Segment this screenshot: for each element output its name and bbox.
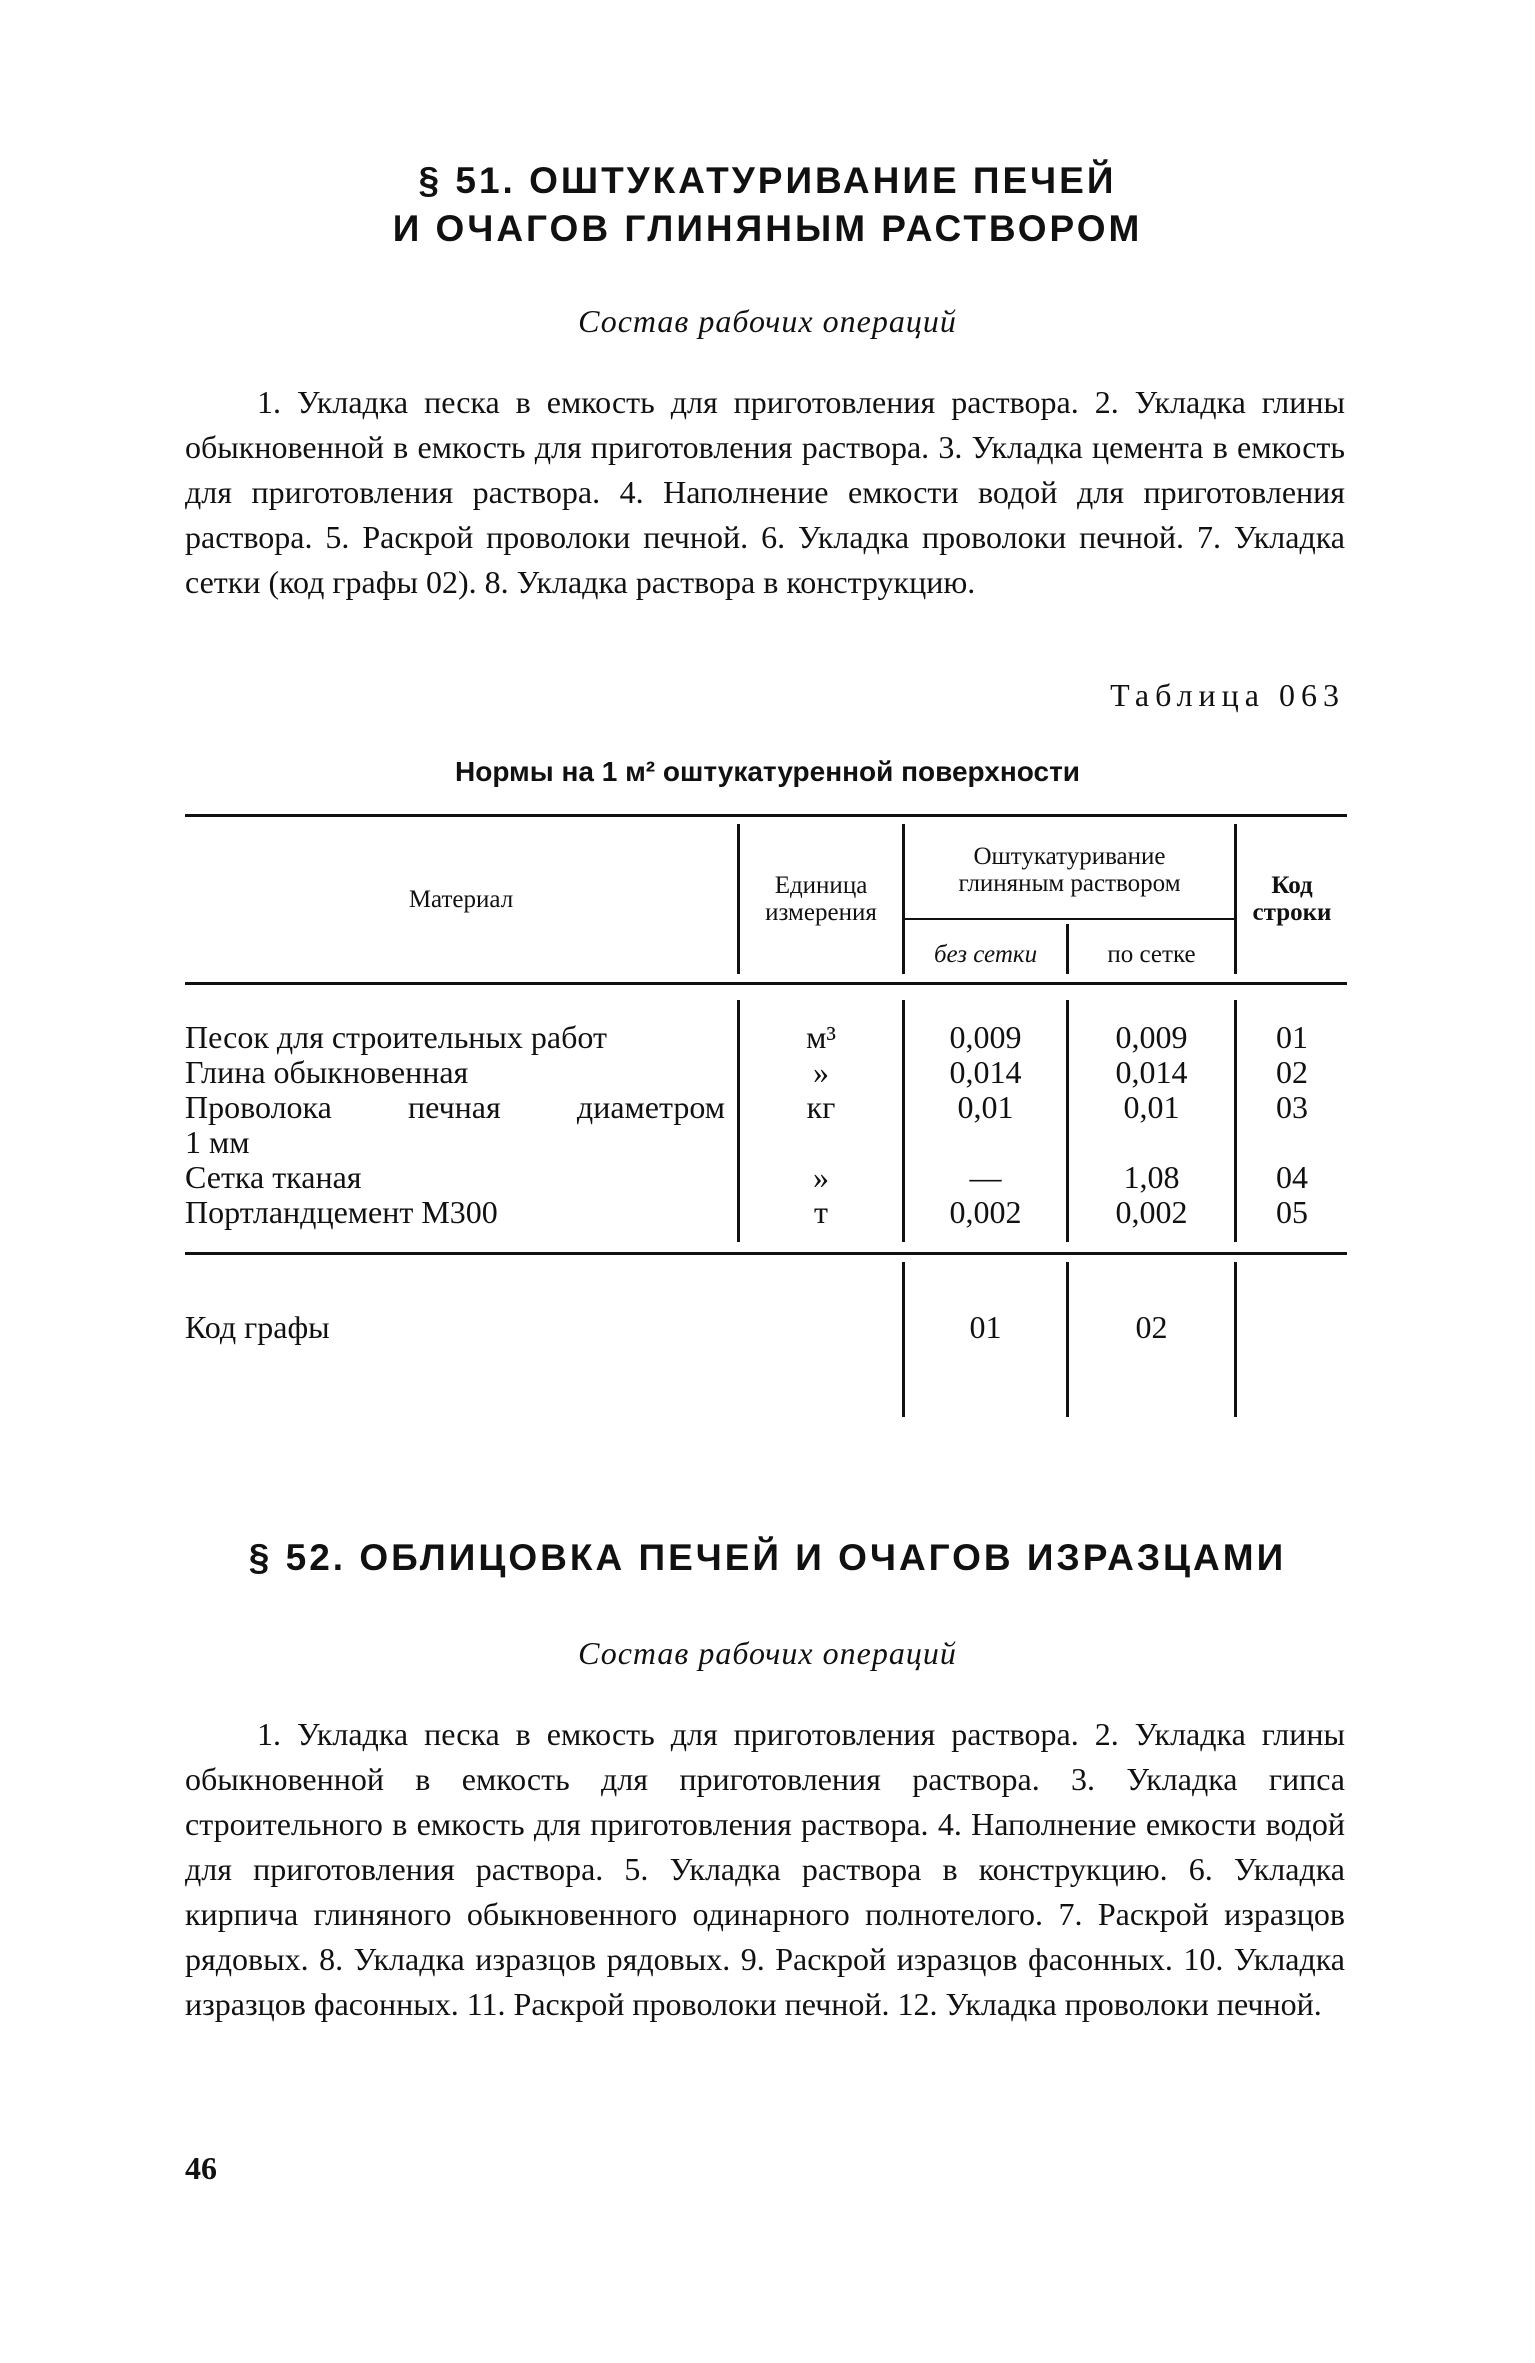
header-plaster-group [905, 843, 1234, 897]
row-2-mesh: 0,014 [1115, 1054, 1188, 1090]
row-5-material: Портландцемент М300 [185, 1194, 498, 1230]
section-51-text [185, 380, 1345, 605]
section-51-title [0, 157, 1535, 253]
header-with-mesh: по сетке [1107, 941, 1196, 968]
header-no-mesh: без сетки [933, 941, 1038, 968]
header-unit-line1: Единица [774, 872, 868, 899]
header-row-code [1237, 872, 1347, 926]
table-top-rule [185, 814, 1347, 817]
footer-label: Код графы [185, 1309, 330, 1345]
row-5-no-mesh: 0,002 [949, 1194, 1022, 1230]
footer-col-02: 02 [1135, 1309, 1168, 1345]
row-4-no-mesh: — [969, 1159, 1002, 1195]
row-5-mesh: 0,002 [1115, 1194, 1188, 1230]
header-unit [740, 872, 902, 926]
header-group-line2: глиняным раствором [958, 870, 1181, 897]
row-4-material: Сетка тканая [185, 1159, 362, 1195]
section-51-title-line2: И ОЧАГОВ ГЛИНЯНЫМ РАСТВОРОМ [392, 208, 1143, 249]
row-4-unit: » [813, 1159, 829, 1195]
row-4-mesh: 1,08 [1123, 1159, 1180, 1195]
row-2-no-mesh: 0,014 [949, 1054, 1022, 1090]
section-52-subtitle: Состав рабочих операций [578, 1635, 957, 1671]
row-5-code: 05 [1276, 1194, 1308, 1230]
section-52-paragraph: 1. Укладка песка в емкость для приготовления раствора. 2. Укладка глины обыкновенной в емкость для приготовления раствора. 3. Укладка гипса строительного в емкость для приготовления раствора. 4. Наполнение емкости водой для приготовления раствора. 5. Укладка раствора в конструкцию. 6. Укладка кирпича глиняного обыкновенного одинарного полнотелого. 7. Раскрой изразцов рядовых. 8. Укладка изразцов рядовых. 9. Раскрой изразцов фасонных. 10. Укладка изразцов фасонных. 11. Раскрой проволоки печной. 12. Укладка проволоки печной. [185, 1716, 1345, 2022]
row-3-no-mesh: 0,01 [957, 1089, 1014, 1125]
row-2-unit: » [813, 1054, 829, 1090]
table-vrule [1234, 1262, 1237, 1417]
header-code-line1: Код [1271, 872, 1313, 899]
table-header-rule [185, 982, 1347, 985]
table-label: Таблица 063 [1110, 677, 1345, 713]
row-3-material: Проволока печная диаметром [185, 1089, 725, 1125]
row-2-code: 02 [1276, 1054, 1308, 1090]
row-4-code: 04 [1276, 1159, 1308, 1195]
row-3-mesh: 0,01 [1123, 1089, 1180, 1125]
footer-col-01: 01 [969, 1309, 1002, 1345]
header-group-line1: Оштукатуривание [973, 843, 1166, 870]
section-51-subtitle: Состав рабочих операций [578, 303, 957, 339]
table-title: Нормы на 1 м² оштукатуренной поверхности [455, 756, 1080, 787]
row-1-mesh: 0,009 [1115, 1019, 1188, 1055]
row-3-unit: кг [806, 1089, 836, 1125]
row-5-unit: т [814, 1194, 828, 1230]
header-material: Материал [408, 886, 514, 913]
section-52-title: § 52. ОБЛИЦОВКА ПЕЧЕЙ И ОЧАГОВ ИЗРАЗЦАМИ [248, 1537, 1287, 1578]
section-52-text [185, 1712, 1345, 2027]
row-1-no-mesh: 0,009 [949, 1019, 1022, 1055]
section-51-paragraph: 1. Укладка песка в емкость для приготовления раствора. 2. Укладка глины обыкновенной в емкость для приготовления раствора. 3. Укладка цемента в емкость для приготовления раствора. 4. Наполнение емкости водой для приготовления раствора. 5. Раскрой проволоки печной. 6. Укладка проволоки печной. 7. Укладка сетки (код графы 02). 8. Укладка раствора в конструкцию. [185, 384, 1345, 600]
page-number: 46 [185, 2150, 217, 2186]
header-code-line2: строки [1252, 899, 1332, 926]
row-1-code: 01 [1276, 1019, 1308, 1055]
row-2-material: Глина обыкновенная [185, 1054, 469, 1090]
header-unit-line2: измерения [765, 899, 877, 926]
section-51-title-line1: § 51. ОШТУКАТУРИВАНИЕ ПЕЧЕЙ [418, 160, 1117, 201]
table-body-rule [185, 1252, 1347, 1255]
table-subheader-rule [905, 918, 1234, 920]
row-3-material-cont: 1 мм [185, 1124, 250, 1160]
row-1-material: Песок для строительных работ [185, 1019, 607, 1055]
row-1-unit: м³ [806, 1019, 836, 1055]
row-3-code: 03 [1276, 1089, 1308, 1125]
